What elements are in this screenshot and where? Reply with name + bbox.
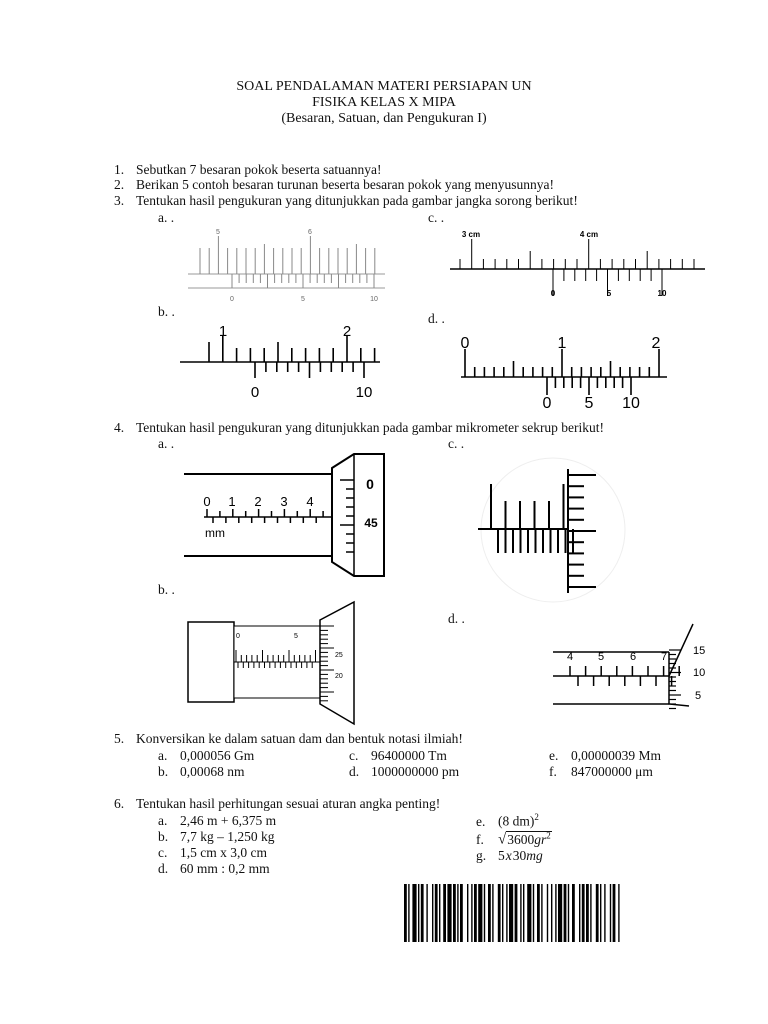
barcode-bar	[488, 884, 491, 942]
q6-item-b	[158, 829, 275, 845]
question-text: Tentukan hasil pengukuran yang ditunjukkan pada gambar mikrometer sekrup berikut!	[136, 420, 605, 435]
barcode-bar	[523, 884, 524, 942]
caliper-d-main-label: 1	[557, 335, 567, 352]
barcode-bar	[564, 884, 567, 942]
caliper-b-vernier-label: 10	[355, 384, 373, 401]
caliper-c-vernier-label: 5	[606, 289, 612, 298]
title-line-3: (Besaran, Satuan, dan Pengukuran I)	[281, 111, 487, 126]
item-exponent: 2	[546, 830, 551, 840]
caliper-d-diagram	[455, 328, 685, 413]
barcode-bar	[555, 884, 556, 942]
sqrt-radicand	[506, 831, 552, 847]
barcode-bar	[474, 884, 477, 942]
barcode-bar	[447, 884, 451, 942]
item-value: 7,7 kg – 1,250 kg	[180, 829, 275, 844]
label-4a: a. .	[158, 436, 175, 451]
question-text: Sebutkan 7 besaran pokok beserta satuannya!	[136, 162, 382, 177]
question-number: 6.	[114, 796, 125, 811]
q6-item-g	[476, 848, 543, 864]
barcode-bar	[572, 884, 575, 942]
label-3a: a. .	[158, 210, 175, 225]
item-label: e.	[549, 748, 559, 763]
barcode-bar	[453, 884, 456, 942]
barcode-bar	[418, 884, 419, 942]
barcode-bar	[600, 884, 601, 942]
question-4	[114, 420, 604, 436]
caliper-d-vernier-label: 10	[622, 395, 640, 412]
caliper-d-main-label: 2	[651, 335, 661, 352]
label-4c: c. .	[448, 436, 465, 451]
caliper-d-vernier-label: 0	[542, 395, 552, 412]
caliper-a-vernier-label: 0	[230, 296, 234, 303]
item-exponent: 2	[534, 812, 539, 822]
barcode-bar	[582, 884, 585, 942]
sqrt-icon: √	[498, 831, 507, 848]
item-label: b.	[158, 764, 169, 779]
item-value: 0,000056 Gm	[180, 748, 255, 763]
label-4d: d. .	[448, 611, 465, 626]
micrometer-a-sleeve-label: 1	[228, 494, 236, 509]
item-value: 96400000 Tm	[371, 748, 447, 763]
micrometer-d-sleeve-label: 5	[597, 651, 605, 663]
question-text: Tentukan hasil pengukuran yang ditunjukkan pada gambar jangka sorong berikut!	[136, 193, 578, 208]
barcode-bar	[520, 884, 521, 942]
caliper-a-vernier-label: 10	[370, 296, 378, 303]
item-label: f.	[549, 764, 557, 779]
caliper-b-vernier-label: 0	[250, 384, 260, 401]
q6-item-f	[476, 830, 552, 849]
q5-item-e	[549, 748, 661, 764]
barcode-image	[404, 884, 680, 942]
item-label: a.	[158, 813, 168, 828]
barcode-bar	[613, 884, 616, 942]
item-unit: mg	[526, 848, 543, 863]
barcode-bar	[558, 884, 562, 942]
caliper-c-vernier-label: 0	[550, 289, 556, 298]
micrometer-d-diagram	[553, 624, 713, 709]
question-number: 5.	[114, 731, 125, 746]
item-value: 1,5 cm x 3,0 cm	[180, 845, 267, 860]
barcode-bar	[412, 884, 416, 942]
item-label: b.	[158, 829, 169, 844]
micrometer-d-thimble-label: 5	[695, 690, 702, 702]
barcode-bar	[426, 884, 427, 942]
item-label: a.	[158, 748, 168, 763]
caliper-c-vernier-label: 10	[657, 289, 667, 298]
barcode-bar	[568, 884, 569, 942]
q6-item-e	[476, 812, 539, 830]
micrometer-a-thimble-label: 45	[364, 516, 378, 530]
barcode-bar	[435, 884, 438, 942]
micrometer-a-sleeve-label: 4	[306, 494, 314, 509]
micrometer-b-thimble-label: 25	[335, 652, 343, 659]
barcode-bar	[443, 884, 446, 942]
barcode-bar	[618, 884, 619, 942]
item-value: 2,46 m + 6,375 m	[180, 813, 277, 828]
barcode-bar	[515, 884, 518, 942]
label-3d: d. .	[428, 311, 445, 326]
barcode-bar	[478, 884, 482, 942]
item-label: d.	[158, 861, 169, 876]
caliper-c-main-label: 4 cm	[579, 230, 599, 239]
question-6	[114, 796, 440, 812]
question-number: 3.	[114, 193, 125, 208]
barcode-bar	[509, 884, 513, 942]
barcode-bar	[533, 884, 534, 942]
q6-item-d	[158, 861, 270, 877]
caliper-a-main-label: 6	[308, 229, 312, 236]
item-label: e.	[476, 813, 486, 829]
barcode-bar	[596, 884, 599, 942]
caliper-b-diagram	[180, 318, 390, 403]
barcode-bar	[579, 884, 580, 942]
question-number: 4.	[114, 420, 125, 435]
barcode-bar	[498, 884, 501, 942]
item-value: 1000000000 pm	[371, 764, 460, 779]
barcode-bar	[541, 884, 542, 942]
question-3	[114, 193, 578, 209]
caliper-d-main-label: 0	[460, 335, 470, 352]
micrometer-d-sleeve-label: 4	[566, 651, 574, 663]
barcode-bar	[421, 884, 424, 942]
title-line-1: SOAL PENDALAMAN MATERI PERSIAPAN UN	[236, 79, 532, 94]
micrometer-c-diagram	[478, 455, 628, 605]
item-unit: gr	[534, 831, 547, 847]
item-base: (8 dm)	[498, 813, 535, 829]
q5-item-a	[158, 748, 254, 764]
item-label: g.	[476, 848, 487, 863]
item-label: c.	[158, 845, 168, 860]
caliper-c-main-label: 3 cm	[461, 230, 481, 239]
caliper-c-diagram	[450, 226, 710, 301]
barcode-bar	[502, 884, 503, 942]
barcode-bar	[537, 884, 540, 942]
barcode-bar	[432, 884, 433, 942]
micrometer-a-unit: mm	[205, 526, 225, 540]
micrometer-a-sleeve-label: 2	[254, 494, 262, 509]
label-3b: b. .	[158, 304, 175, 319]
caliper-b-main-label: 2	[342, 323, 352, 340]
micrometer-d-sleeve-label: 7	[660, 651, 668, 663]
barcode-bar	[408, 884, 409, 942]
label-4b: b. .	[158, 582, 175, 597]
title-line-2: FISIKA KELAS X MIPA	[312, 95, 456, 110]
caliper-b-main-label: 1	[218, 323, 228, 340]
micrometer-a-sleeve-label: 3	[280, 494, 288, 509]
q6-item-c	[158, 845, 267, 861]
barcode-bar	[610, 884, 611, 942]
micrometer-b-sleeve-label: 0	[236, 633, 240, 640]
caliper-a-main-label: 5	[216, 229, 220, 236]
q5-item-f	[549, 764, 653, 780]
item-label: d.	[349, 764, 360, 779]
barcode-bar	[492, 884, 493, 942]
question-text: Berikan 5 contoh besaran turunan beserta besaran pokok yang menyusunnya!	[136, 177, 554, 192]
barcode-bar	[527, 884, 531, 942]
micrometer-d-thimble-label: 15	[693, 645, 706, 657]
question-text: Tentukan hasil perhitungan sesuai aturan angka penting!	[136, 796, 441, 811]
q6-item-a	[158, 813, 276, 829]
micrometer-a-sleeve-label: 0	[203, 494, 211, 509]
caliper-a-vernier-label: 5	[301, 296, 305, 303]
caliper-a-diagram	[180, 222, 390, 307]
barcode-bar	[471, 884, 472, 942]
item-factor-b: 30	[512, 848, 527, 863]
item-times: x	[505, 848, 512, 863]
item-base: 3600	[507, 831, 535, 847]
barcode-bar	[404, 884, 407, 942]
barcode-bar	[590, 884, 591, 942]
q5-item-d	[349, 764, 459, 780]
micrometer-a-diagram	[184, 450, 389, 580]
barcode-bar	[484, 884, 485, 942]
question-text: Konversikan ke dalam satuan dam dan bentuk notasi ilmiah!	[136, 731, 463, 746]
barcode-bar	[439, 884, 440, 942]
barcode-bar	[460, 884, 463, 942]
barcode-bar	[457, 884, 458, 942]
item-value: 847000000 μm	[571, 764, 653, 779]
item-factor-a: 5	[498, 848, 505, 863]
micrometer-b-thimble-label: 20	[335, 673, 343, 680]
item-value: 0,00068 nm	[180, 764, 245, 779]
micrometer-a-thimble-label: 0	[366, 476, 374, 492]
question-2	[114, 177, 554, 193]
q5-item-c	[349, 748, 447, 764]
item-label: f.	[476, 831, 484, 847]
question-1	[114, 162, 382, 178]
question-number: 2.	[114, 177, 125, 192]
micrometer-d-thimble-label: 10	[693, 667, 706, 679]
barcode-bar	[506, 884, 507, 942]
barcode-bar	[547, 884, 548, 942]
question-5	[114, 731, 463, 747]
item-value: 0,00000039 Mm	[571, 748, 662, 763]
item-value: 60 mm : 0,2 mm	[180, 861, 270, 876]
barcode-bar	[551, 884, 552, 942]
barcode-bar	[604, 884, 605, 942]
micrometer-b-sleeve-label: 5	[294, 633, 298, 640]
micrometer-d-sleeve-label: 6	[629, 651, 637, 663]
label-3c: c. .	[428, 210, 445, 225]
q5-item-b	[158, 764, 245, 780]
barcode-bar	[467, 884, 468, 942]
question-number: 1.	[114, 162, 125, 177]
caliper-d-vernier-label: 5	[584, 395, 594, 412]
barcode-bar	[586, 884, 589, 942]
item-label: c.	[349, 748, 359, 763]
micrometer-b-diagram	[186, 596, 366, 728]
